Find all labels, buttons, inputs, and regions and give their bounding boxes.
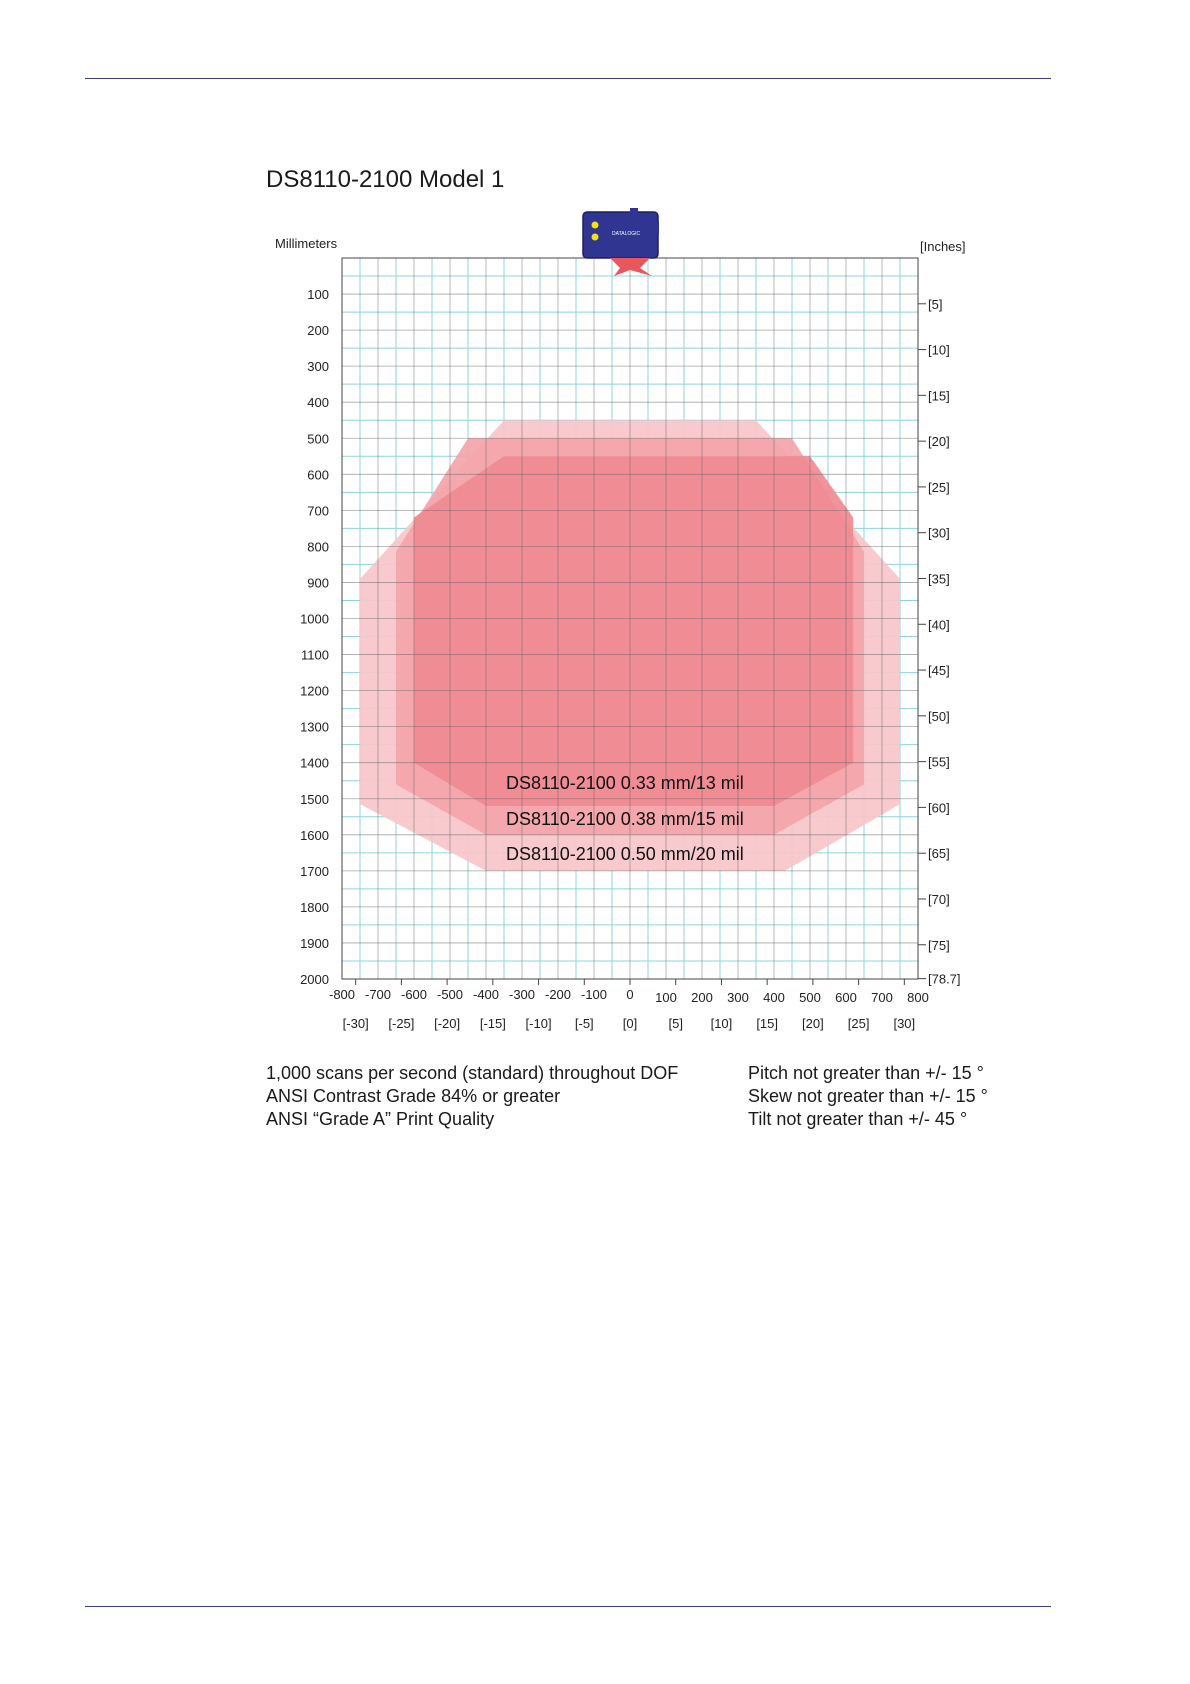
x-tick-label-inch: [5]: [668, 1016, 683, 1031]
y-tick-label-mm: 300: [307, 359, 329, 375]
x-tick-label-mm: -400: [472, 987, 500, 1002]
x-tick-label-mm: 100: [655, 990, 677, 1005]
y-tick-label-inch: [70]: [928, 891, 950, 907]
y-tick-label-inch: [25]: [928, 479, 950, 495]
x-axis-mm-ticks: [329, 987, 929, 1005]
x-tick-label-mm: 700: [871, 990, 893, 1005]
x-tick-label-mm: -800: [328, 987, 356, 1002]
y-tick-label-inch: [30]: [928, 525, 950, 541]
chart-title: DS8110-2100 Model 1: [266, 166, 505, 193]
y-tick-label-mm: 1200: [300, 683, 329, 699]
y-tick-label-mm: 500: [307, 431, 329, 447]
note-pitch: Pitch not greater than +/- 15 °: [748, 1063, 984, 1083]
y-tick-label-inch: [75]: [928, 937, 950, 953]
y-tick-label-mm: 1000: [300, 611, 329, 627]
y-tick-label-inch: [55]: [928, 754, 950, 770]
scanner-beam-icon: [610, 258, 652, 276]
y-tick-label-mm: 1300: [300, 719, 329, 735]
notes-right: [748, 1062, 988, 1131]
x-tick-label-inch: [-5]: [574, 1016, 594, 1031]
y-tick-label-mm: 1700: [300, 863, 329, 879]
x-tick-label-inch: [-30]: [342, 1016, 369, 1031]
x-tick-label-inch: [10]: [710, 1016, 733, 1031]
zone-labels: [506, 773, 744, 864]
y-tick-label-inch: [65]: [928, 846, 950, 862]
x-tick-label-mm: 800: [907, 990, 929, 1005]
x-tick-label-mm: 400: [763, 990, 785, 1005]
y-tick-label-mm: 1900: [300, 935, 329, 951]
y-tick-label-mm: 700: [307, 503, 329, 519]
x-tick-label-mm: -500: [436, 987, 464, 1002]
x-tick-label-mm: -700: [364, 987, 392, 1002]
scanner-brand-label: DATALOGIC: [612, 231, 641, 237]
x-tick-label-inch: [25]: [847, 1016, 870, 1031]
zone-label-20mil: DS8110-2100 0.50 mm/20 mil: [506, 844, 744, 864]
x-tick-label-inch: [15]: [756, 1016, 779, 1031]
y-tick-label-mm: 800: [307, 539, 329, 555]
footer-rule: [85, 1606, 1051, 1607]
y-axis-label-left: Millimeters: [275, 236, 338, 251]
y-tick-label-inch: [60]: [928, 800, 950, 816]
y-tick-label-inch: [15]: [928, 388, 950, 404]
y-tick-label-inch: [5]: [928, 296, 943, 312]
zone-label-15mil: DS8110-2100 0.38 mm/15 mil: [506, 809, 744, 829]
y-axis-mm-ticks: [300, 287, 329, 987]
y-axis-label-right: [Inches]: [920, 239, 966, 254]
note-scan-rate: 1,000 scans per second (standard) throughout DOF: [266, 1063, 679, 1083]
x-tick-label-mm: 500: [799, 990, 821, 1005]
y-tick-label-mm: 900: [307, 575, 329, 591]
scanner-led-icon: [592, 222, 599, 229]
x-tick-label-mm: -600: [400, 987, 428, 1002]
note-skew: Skew not greater than +/- 15 °: [748, 1086, 988, 1106]
x-tick-label-mm: 300: [727, 990, 749, 1005]
y-tick-label-inch: [10]: [928, 342, 950, 358]
y-tick-label-mm: 1800: [300, 899, 329, 915]
y-tick-label-mm: 1600: [300, 827, 329, 843]
scanner-led-icon: [592, 234, 599, 241]
y-axis-inch-ticks: [918, 297, 961, 987]
y-tick-label-inch: [20]: [928, 434, 950, 450]
x-tick-label-inch: [-10]: [525, 1016, 552, 1031]
x-tick-label-inch: [-15]: [479, 1016, 506, 1031]
note-contrast: ANSI Contrast Grade 84% or greater: [266, 1086, 561, 1106]
y-tick-label-inch: [35]: [928, 571, 950, 587]
x-tick-label-mm: 600: [835, 990, 857, 1005]
x-tick-label-mm: 200: [691, 990, 713, 1005]
y-tick-label-mm: 1500: [300, 791, 329, 807]
notes-left: [266, 1062, 678, 1131]
x-tick-label-inch: [30]: [893, 1016, 916, 1031]
x-tick-label-mm: -200: [544, 987, 572, 1002]
reading-zone-3: [414, 456, 853, 806]
note-print-quality: ANSI “Grade A” Print Quality: [266, 1109, 495, 1129]
note-tilt: Tilt not greater than +/- 45 °: [748, 1109, 968, 1129]
x-tick-label-mm: 0: [626, 987, 634, 1002]
y-tick-label-inch: [50]: [928, 708, 950, 724]
x-tick-label-inch: [20]: [802, 1016, 824, 1031]
y-tick-label-mm: 1400: [300, 755, 329, 771]
x-tick-label-inch: [0]: [622, 1016, 638, 1031]
zone-label-13mil: DS8110-2100 0.33 mm/13 mil: [506, 773, 744, 793]
x-tick-label-mm: -300: [508, 987, 536, 1002]
x-tick-label-inch: [-25]: [388, 1016, 415, 1031]
y-tick-label-inch: [45]: [928, 663, 950, 679]
x-tick-label-mm: -100: [580, 987, 608, 1002]
y-tick-label-inch: [40]: [928, 617, 950, 633]
x-tick-label-inch: [-20]: [434, 1016, 461, 1031]
grid-major: [342, 258, 918, 979]
y-tick-label-mm: 600: [307, 467, 329, 483]
y-tick-label-mm: 400: [307, 395, 329, 411]
y-tick-label-inch: [78.7]: [928, 971, 961, 987]
y-tick-label-mm: 1100: [301, 647, 329, 663]
y-tick-label-mm: 200: [307, 323, 329, 339]
y-tick-label-mm: 2000: [300, 972, 329, 987]
y-tick-label-mm: 100: [307, 287, 329, 303]
